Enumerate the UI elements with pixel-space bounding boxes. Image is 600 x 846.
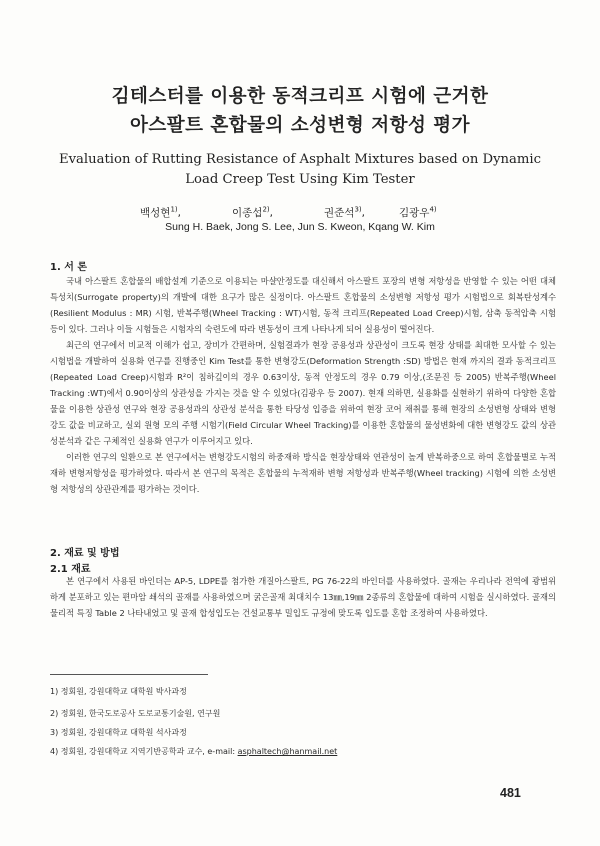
page-number: 481: [500, 786, 521, 800]
author-4: [399, 205, 437, 220]
author-mark: 2): [262, 205, 270, 214]
section-2-heading: 2. 재료 및 방법: [50, 548, 120, 559]
paragraph: 이러한 연구의 일환으로 본 연구에서는 변형강도시험의 하중재하 방식을 현장상태와 연관성이 높게 반복하중으로 하여 혼합물별로 누적재하 변형저항성을 평가하였다. 따라서 본 연구의 목적은 혼합물의 누적재하 변형 저항성과 반복주행(Wheel tracking) 시험에 의한 소성변형 저항성의 상관관계를 평가하는 것이다.: [50, 452, 556, 494]
author-name: 권준석: [324, 207, 355, 219]
author-mark: 1): [170, 205, 178, 214]
author-mark: 4): [429, 205, 437, 214]
title-en-line-1: Evaluation of Rutting Resistance of Asphalt Mixtures based on Dynamic: [58, 152, 541, 167]
footnote-4-text: 4) 정회원, 강원대학교 지역기반공학과 교수, e-mail:: [50, 747, 238, 756]
paragraph: 국내 아스팔트 혼합물의 배합설계 기준으로 이용되는 마샬안정도를 대신해서 아스팔트 포장의 변형 저항성을 반영할 수 있는 어떤 대체 특성치(Surrogate property)의 개발에 대한 요구가 많은 실정이다. 아스팔트 혼합물의 소성변형 저항성 평가 시험법으로 회복탄성계수(Resilient Modulus : MR) 시험, 반복주행(Wheel Tracking : WT)시험, 동적 크리프(Repeated Load Creep)시험, 삼축 동적압축 시험 등이 있다. 그러나 이들 시험들은 시험자의 숙련도에 따라 변동성이 크게 나타나게 되어 실용성이 떨어진다.: [50, 276, 556, 334]
footnote-2: 2) 정회원, 한국도로공사 도로교통기술원, 연구원: [50, 709, 221, 718]
section-1-body: [50, 273, 556, 497]
email-link[interactable]: asphaltech@hanmail.net: [237, 747, 338, 756]
author-name: 김광우: [399, 207, 430, 219]
author-name: 백성현: [140, 207, 171, 219]
footnote-1: 1) 정회원, 강원대학교 대학원 박사과정: [50, 687, 187, 696]
section-2-1-heading: 2.1 재료: [50, 564, 91, 575]
author-3: 권준석$^{3)}$,: [324, 205, 365, 219]
section-1-heading: 1. 서 론: [50, 262, 88, 273]
author-1: 백성현$^{1)}$,: [140, 205, 181, 219]
footnote-3: 3) 정회원, 강원대학교 대학원 석사과정: [50, 728, 187, 737]
paragraph: 본 연구에서 사용된 바인더는 AP-5, LDPE를 첨가한 개질아스팔트, PG 76-22의 바인더를 사용하였다. 골재는 우리나라 전역에 광범위하게 분포하고 있는 편마암 쇄석의 골재를 사용하였으며 굵은골재 최대치수 13㎜,19㎜ 2종류의 혼합물에 대하여 시험을 실시하였다. 골재의 물리적 특징 Table 2 나타내었고 및 골재 합성입도는 건설교통부 밀입도 규정에 맞도록 입도를 혼합 조정하여 사용하였다.: [50, 576, 556, 618]
title-ko-line-2: 아스팔트 혼합물의 소성변형 저항성 평가: [129, 115, 471, 136]
footnote-4: [50, 746, 337, 757]
author-name: 이종섭: [232, 207, 263, 219]
title-en-line-2: Load Creep Test Using Kim Tester: [185, 172, 415, 187]
title-ko-line-1: 김테스터를 이용한 동적크리프 시험에 근거한: [111, 86, 489, 107]
author-2: 이종섭$^{2)}$,: [232, 205, 273, 219]
section-2-body: [50, 573, 556, 621]
paragraph: 최근의 연구에서 비교적 이해가 쉽고, 장비가 간편하며, 실험결과가 현장 공용성과 상관성이 크도록 현장 상태를 최대한 모사할 수 있는 시험법을 개발하여 실용화 연구를 진행중인 Kim Test를 통한 변형강도(Deformation Strength :SD) 방법은 현재 까지의 결과 동적크리프(Repeated Load Creep)시험과 R²이 침하깊이의 경우 0.63이상, 동적 안정도의 경우 0.79 이상,(조문진 등 2005) 반복주행(Wheel Tracking :WT)에서 0.90이상의 상관성을 가지는 것을 알 수 있었다(김광우 등 2007). 현재 의하면, 실용화를 실현하기 위하여 다양한 혼합물을 이용한 상관성 연구와 현장 공용성과의 상관성 분석을 통한 타당성 입증을 위하여 현장 코어 채취를 통해 현장의 소성변형 상태와 변형강도 값을 비교하고, 실외 원형 모의 주행 시험기(Field Circular Wheel Tracking)를 이용한 혼합물의 물성변화에 대한 변형강도 값의 상관성분석과 같은 구체적인 실용화 연구가 이루어지고 있다.: [50, 340, 556, 446]
footnote-divider: [50, 674, 208, 675]
authors-en: Sung H. Baek, Jong S. Lee, Jun S. Kweon, Kqang W. Kim: [165, 221, 435, 233]
author-mark: 3): [354, 205, 362, 214]
